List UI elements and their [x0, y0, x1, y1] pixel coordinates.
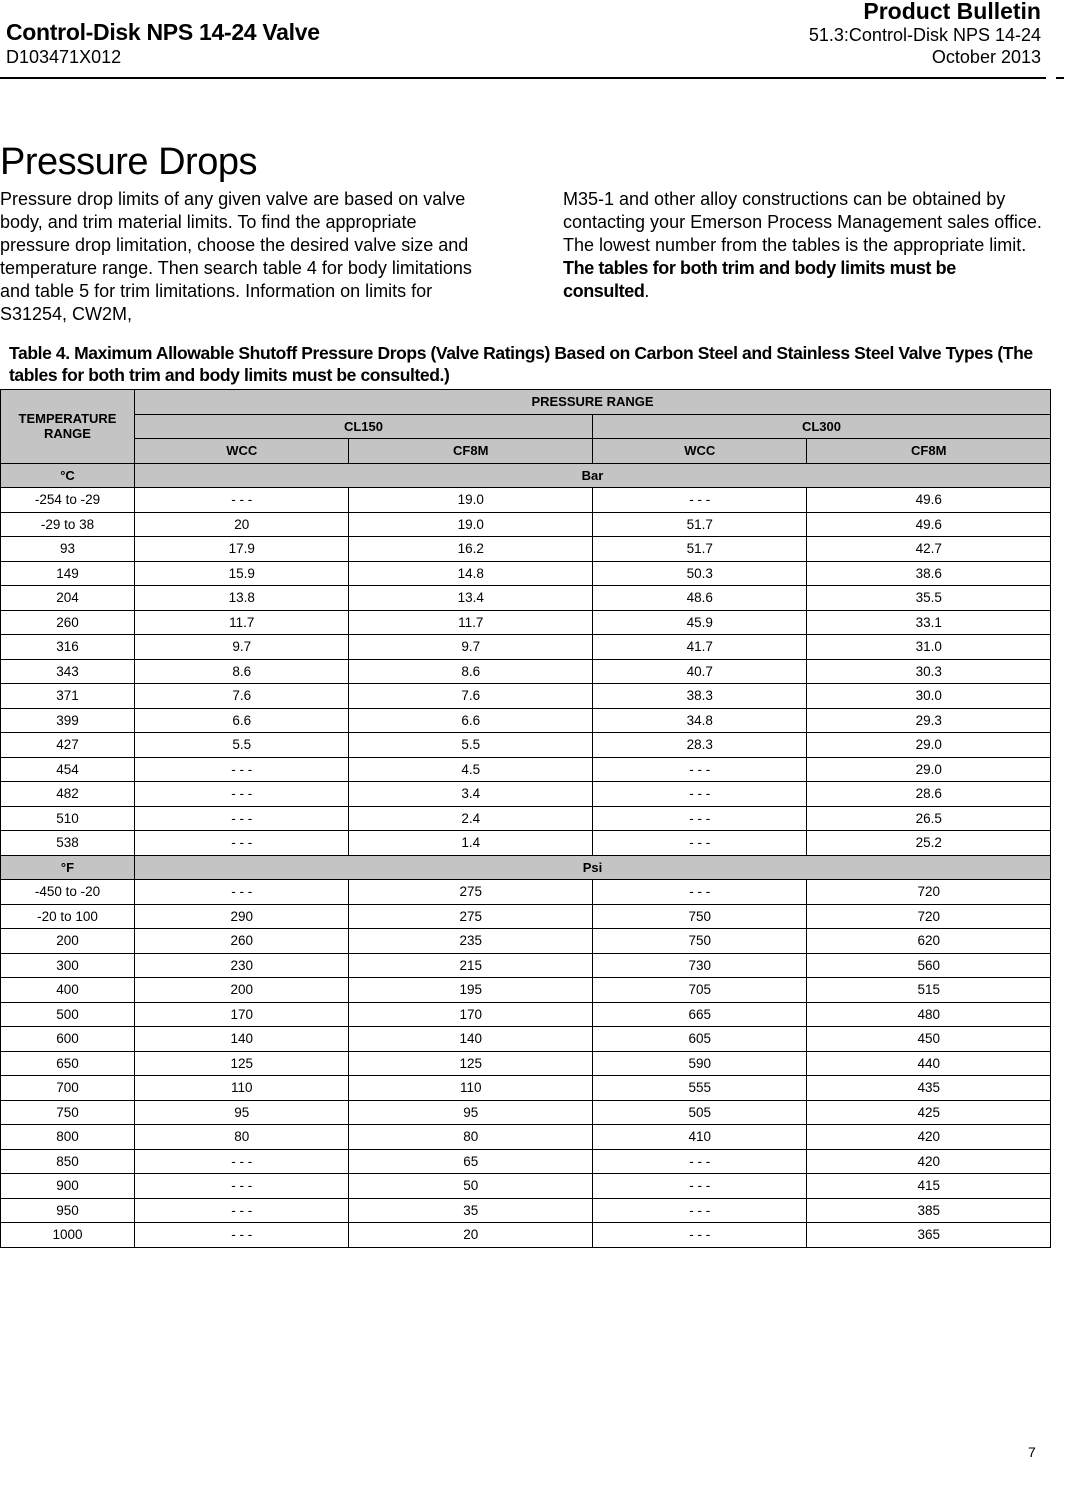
- pressure-cell: 450: [807, 1027, 1051, 1052]
- pressure-cell: - - -: [592, 880, 806, 905]
- temperature-cell: 700: [1, 1076, 135, 1101]
- table-row: [1, 537, 1051, 562]
- table-row: [1, 1149, 1051, 1174]
- pressure-cell: 8.6: [349, 659, 593, 684]
- pressure-cell: - - -: [135, 880, 349, 905]
- temperature-unit: °C: [1, 463, 135, 488]
- pressure-cell: 425: [807, 1100, 1051, 1125]
- pressure-cell: 125: [349, 1051, 593, 1076]
- table-row: [1, 1051, 1051, 1076]
- pressure-cell: 42.7: [807, 537, 1051, 562]
- pressure-cell: - - -: [592, 1149, 806, 1174]
- table-row: [1, 1100, 1051, 1125]
- pressure-cell: 38.3: [592, 684, 806, 709]
- header-divider-tick: [1056, 77, 1064, 79]
- temperature-cell: 482: [1, 782, 135, 807]
- pressure-cell: 14.8: [349, 561, 593, 586]
- pressure-cell: 555: [592, 1076, 806, 1101]
- table-row: [1, 561, 1051, 586]
- pressure-cell: - - -: [135, 488, 349, 513]
- document-number: D103471X012: [6, 47, 122, 67]
- pressure-unit: Psi: [135, 855, 1051, 880]
- pressure-cell: 95: [135, 1100, 349, 1125]
- bulletin-number: 51.3:Control-Disk NPS 14-24: [808, 25, 1041, 45]
- pressure-cell: 705: [592, 978, 806, 1003]
- pressure-cell: 125: [135, 1051, 349, 1076]
- pressure-cell: - - -: [135, 1198, 349, 1223]
- table-body: [1, 463, 1051, 1247]
- temperature-cell: 371: [1, 684, 135, 709]
- pressure-cell: 19.0: [349, 488, 593, 513]
- header-left: [6, 18, 320, 68]
- temperature-cell: 850: [1, 1149, 135, 1174]
- pressure-range-header: PRESSURE RANGE: [135, 390, 1051, 415]
- pressure-cell: 15.9: [135, 561, 349, 586]
- bulletin-label: Product Bulletin: [863, 0, 1041, 24]
- pressure-cell: 95: [349, 1100, 593, 1125]
- pressure-cell: 65: [349, 1149, 593, 1174]
- paragraph-left: Pressure drop limits of any given valve are based on valve body, and trim material limits. To find the appropriate pressure drop limitation, choose the desired valve size and temperature range. Then search table 4 for body limitations and table 5 for trim limitations. Information on limits for S31254, CW2M,: [0, 189, 472, 324]
- pressure-cell: - - -: [592, 488, 806, 513]
- table-row: [1, 1002, 1051, 1027]
- pressure-cell: - - -: [135, 782, 349, 807]
- temperature-cell: 650: [1, 1051, 135, 1076]
- pressure-cell: 480: [807, 1002, 1051, 1027]
- pressure-cell: 5.5: [349, 733, 593, 758]
- pressure-cell: 435: [807, 1076, 1051, 1101]
- temperature-cell: 343: [1, 659, 135, 684]
- pressure-unit: Bar: [135, 463, 1051, 488]
- table-row: [1, 1027, 1051, 1052]
- class-header-cl150: CL150: [135, 414, 593, 439]
- temperature-cell: 300: [1, 953, 135, 978]
- table-row: [1, 684, 1051, 709]
- temperature-cell: -450 to -20: [1, 880, 135, 905]
- pressure-cell: 19.0: [349, 512, 593, 537]
- pressure-cell: 49.6: [807, 512, 1051, 537]
- pressure-cell: 440: [807, 1051, 1051, 1076]
- pressure-cell: 29.0: [807, 757, 1051, 782]
- pressure-cell: 110: [349, 1076, 593, 1101]
- paragraph-right: [563, 188, 1043, 303]
- table-row: [1, 880, 1051, 905]
- paragraph-right-emphasis: The tables for both trim and body limits must be consulted: [563, 258, 956, 301]
- pressure-cell: 720: [807, 880, 1051, 905]
- pressure-cell: - - -: [135, 1223, 349, 1248]
- pressure-cell: - - -: [592, 757, 806, 782]
- pressure-cell: 41.7: [592, 635, 806, 660]
- pressure-cell: 50.3: [592, 561, 806, 586]
- pressure-cell: 1.4: [349, 831, 593, 856]
- pressure-cell: 2.4: [349, 806, 593, 831]
- table-row: [1, 978, 1051, 1003]
- pressure-cell: 20: [135, 512, 349, 537]
- pressure-cell: 11.7: [349, 610, 593, 635]
- pressure-cell: 6.6: [349, 708, 593, 733]
- pressure-cell: 170: [135, 1002, 349, 1027]
- temperature-range-header: TEMPERATURE RANGE: [1, 390, 135, 464]
- temperature-cell: 316: [1, 635, 135, 660]
- temperature-cell: 600: [1, 1027, 135, 1052]
- pressure-cell: 170: [349, 1002, 593, 1027]
- pressure-cell: 16.2: [349, 537, 593, 562]
- temperature-cell: 400: [1, 978, 135, 1003]
- material-header: WCC: [592, 439, 806, 464]
- pressure-cell: - - -: [135, 757, 349, 782]
- pressure-cell: 590: [592, 1051, 806, 1076]
- pressure-cell: 365: [807, 1223, 1051, 1248]
- header-right: [809, 0, 1041, 68]
- pressure-cell: 665: [592, 1002, 806, 1027]
- pressure-cell: 31.0: [807, 635, 1051, 660]
- pressure-cell: 49.6: [807, 488, 1051, 513]
- pressure-cell: 195: [349, 978, 593, 1003]
- table-row: [1, 757, 1051, 782]
- pressure-cell: 140: [135, 1027, 349, 1052]
- pressure-cell: 3.4: [349, 782, 593, 807]
- pressure-cell: 48.6: [592, 586, 806, 611]
- table-row: [1, 512, 1051, 537]
- unit-row: [1, 463, 1051, 488]
- pressure-cell: 415: [807, 1174, 1051, 1199]
- class-header-cl300: CL300: [592, 414, 1050, 439]
- pressure-cell: - - -: [592, 831, 806, 856]
- pressure-cell: 235: [349, 929, 593, 954]
- pressure-cell: 34.8: [592, 708, 806, 733]
- pressure-cell: 45.9: [592, 610, 806, 635]
- pressure-cell: 140: [349, 1027, 593, 1052]
- pressure-cell: 730: [592, 953, 806, 978]
- unit-row: [1, 855, 1051, 880]
- table-row: [1, 806, 1051, 831]
- pressure-cell: 7.6: [135, 684, 349, 709]
- pressure-cell: 215: [349, 953, 593, 978]
- pressure-cell: 9.7: [135, 635, 349, 660]
- temperature-cell: 500: [1, 1002, 135, 1027]
- section-title: Pressure Drops: [0, 141, 257, 183]
- pressure-cell: 28.3: [592, 733, 806, 758]
- pressure-cell: 275: [349, 904, 593, 929]
- pressure-cell: 50: [349, 1174, 593, 1199]
- table-row: [1, 1174, 1051, 1199]
- temperature-cell: -254 to -29: [1, 488, 135, 513]
- pressure-cell: 13.8: [135, 586, 349, 611]
- temperature-cell: 750: [1, 1100, 135, 1125]
- pressure-cell: 275: [349, 880, 593, 905]
- pressure-cell: - - -: [592, 782, 806, 807]
- temperature-cell: 800: [1, 1125, 135, 1150]
- table-row: [1, 733, 1051, 758]
- pressure-cell: 110: [135, 1076, 349, 1101]
- temperature-cell: 200: [1, 929, 135, 954]
- pressure-cell: 605: [592, 1027, 806, 1052]
- pressure-cell: 35: [349, 1198, 593, 1223]
- pressure-cell: 420: [807, 1125, 1051, 1150]
- pressure-cell: 13.4: [349, 586, 593, 611]
- temperature-cell: 538: [1, 831, 135, 856]
- temperature-cell: -29 to 38: [1, 512, 135, 537]
- paragraph-right-end: .: [644, 281, 650, 301]
- table-row: [1, 831, 1051, 856]
- table-row: [1, 929, 1051, 954]
- pressure-drop-table: [0, 389, 1051, 1248]
- pressure-cell: 29.3: [807, 708, 1051, 733]
- temperature-cell: 93: [1, 537, 135, 562]
- header-divider: [0, 77, 1046, 79]
- temperature-cell: 149: [1, 561, 135, 586]
- pressure-cell: 720: [807, 904, 1051, 929]
- temperature-cell: 260: [1, 610, 135, 635]
- pressure-cell: 4.5: [349, 757, 593, 782]
- temperature-unit: °F: [1, 855, 135, 880]
- pressure-cell: - - -: [135, 1149, 349, 1174]
- pressure-cell: 11.7: [135, 610, 349, 635]
- pressure-cell: 30.3: [807, 659, 1051, 684]
- temperature-cell: 399: [1, 708, 135, 733]
- pressure-cell: 200: [135, 978, 349, 1003]
- table-caption: Table 4. Maximum Allowable Shutoff Pressure Drops (Valve Ratings) Based on Carbon Steel and Stainless Steel Valve Types (The tables for both trim and body limits must be consulted.): [9, 343, 1033, 385]
- pressure-cell: 51.7: [592, 537, 806, 562]
- pressure-cell: - - -: [135, 806, 349, 831]
- material-header: CF8M: [807, 439, 1051, 464]
- pressure-cell: 8.6: [135, 659, 349, 684]
- pressure-cell: 29.0: [807, 733, 1051, 758]
- pressure-cell: 750: [592, 929, 806, 954]
- pressure-cell: 80: [135, 1125, 349, 1150]
- pressure-cell: - - -: [592, 1174, 806, 1199]
- table-row: [1, 1223, 1051, 1248]
- material-header: CF8M: [349, 439, 593, 464]
- temperature-cell: 510: [1, 806, 135, 831]
- pressure-cell: - - -: [592, 1198, 806, 1223]
- page-number: 7: [1028, 1444, 1036, 1460]
- pressure-cell: 20: [349, 1223, 593, 1248]
- pressure-cell: 515: [807, 978, 1051, 1003]
- pressure-cell: 230: [135, 953, 349, 978]
- table-row: [1, 610, 1051, 635]
- pressure-cell: 38.6: [807, 561, 1051, 586]
- pressure-cell: 750: [592, 904, 806, 929]
- table-row: [1, 1076, 1051, 1101]
- temperature-cell: 454: [1, 757, 135, 782]
- temperature-cell: 950: [1, 1198, 135, 1223]
- pressure-cell: 505: [592, 1100, 806, 1125]
- paragraph-right-text: M35-1 and other alloy constructions can be obtained by contacting your Emerson Process Management sales office. The lowest number from the tables is the appropriate limit.: [563, 189, 1042, 255]
- pressure-cell: 40.7: [592, 659, 806, 684]
- pressure-cell: - - -: [592, 806, 806, 831]
- table-row: [1, 635, 1051, 660]
- pressure-cell: 9.7: [349, 635, 593, 660]
- pressure-cell: 420: [807, 1149, 1051, 1174]
- temperature-cell: -20 to 100: [1, 904, 135, 929]
- table-row: [1, 708, 1051, 733]
- table-row: [1, 904, 1051, 929]
- table-row: [1, 782, 1051, 807]
- pressure-cell: 30.0: [807, 684, 1051, 709]
- table-row: [1, 1198, 1051, 1223]
- pressure-cell: 25.2: [807, 831, 1051, 856]
- pressure-cell: 35.5: [807, 586, 1051, 611]
- pressure-cell: 26.5: [807, 806, 1051, 831]
- pressure-cell: 385: [807, 1198, 1051, 1223]
- pressure-cell: 80: [349, 1125, 593, 1150]
- pressure-cell: 5.5: [135, 733, 349, 758]
- document-title: Control-Disk NPS 14-24 Valve: [6, 19, 320, 45]
- table-row: [1, 953, 1051, 978]
- pressure-cell: - - -: [592, 1223, 806, 1248]
- pressure-cell: 33.1: [807, 610, 1051, 635]
- material-header: WCC: [135, 439, 349, 464]
- pressure-cell: - - -: [135, 1174, 349, 1199]
- table-row: [1, 586, 1051, 611]
- table-row: [1, 1125, 1051, 1150]
- temperature-cell: 427: [1, 733, 135, 758]
- pressure-cell: 560: [807, 953, 1051, 978]
- pressure-cell: 290: [135, 904, 349, 929]
- pressure-cell: 410: [592, 1125, 806, 1150]
- pressure-cell: 7.6: [349, 684, 593, 709]
- temperature-cell: 900: [1, 1174, 135, 1199]
- pressure-cell: 17.9: [135, 537, 349, 562]
- temperature-cell: 204: [1, 586, 135, 611]
- pressure-cell: 620: [807, 929, 1051, 954]
- pressure-cell: 51.7: [592, 512, 806, 537]
- pressure-cell: 260: [135, 929, 349, 954]
- pressure-cell: 6.6: [135, 708, 349, 733]
- table-row: [1, 659, 1051, 684]
- bulletin-date: October 2013: [931, 47, 1041, 67]
- pressure-cell: 28.6: [807, 782, 1051, 807]
- table-row: [1, 488, 1051, 513]
- pressure-cell: - - -: [135, 831, 349, 856]
- temperature-cell: 1000: [1, 1223, 135, 1248]
